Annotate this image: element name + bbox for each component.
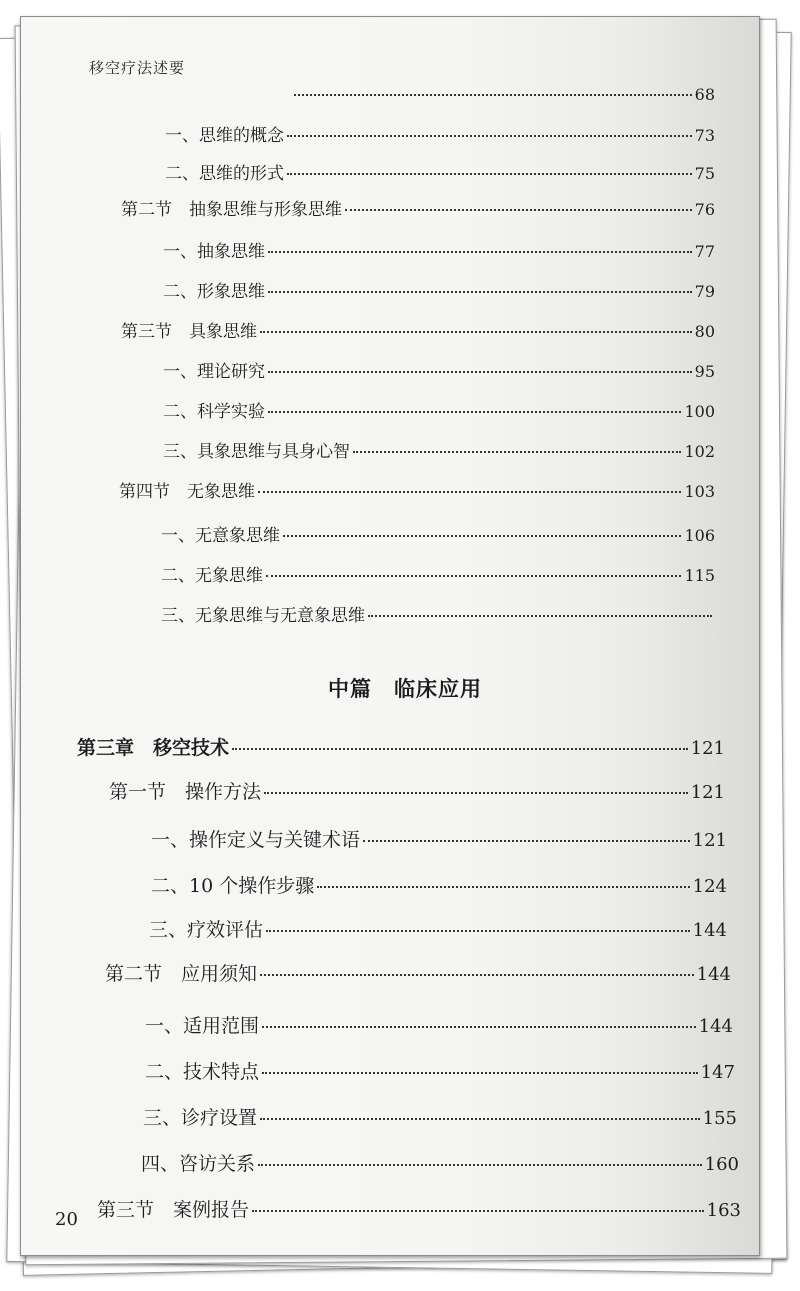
toc-entry-title: 抽象思维: [197, 242, 265, 262]
toc-entry-number: 第三章: [77, 737, 154, 759]
toc-entry-number: 三、: [161, 606, 195, 626]
page-number: 20: [55, 1209, 78, 1230]
toc-entry-page: 147: [700, 1062, 735, 1083]
toc-entry-number: 第二节: [121, 200, 189, 220]
toc-entry-title: 操作方法: [185, 781, 262, 803]
toc-entry-title: 适用范围: [183, 1015, 260, 1037]
toc-entry-title: 无意象思维: [195, 526, 280, 546]
toc-entry-number: 一、: [165, 126, 199, 146]
toc-dot-leader: [268, 371, 692, 373]
toc-entry-title: 抽象思维与形象思维: [189, 200, 342, 220]
toc-entry-number: 三、: [149, 919, 188, 941]
toc-entry: [163, 237, 715, 262]
toc-entry-page: 155: [702, 1108, 737, 1129]
toc-entry-title: 10 个操作步骤: [189, 875, 315, 897]
toc-entry-number: 一、: [151, 829, 190, 851]
toc-entry-number: 一、: [161, 526, 195, 546]
toc-entry-page: 121: [690, 738, 725, 759]
toc-entry: [163, 397, 715, 422]
toc-entry: [163, 277, 715, 302]
toc-dot-leader: [283, 535, 681, 537]
toc-entry-number: 一、: [145, 1015, 184, 1037]
toc-entry-page: 73: [694, 126, 715, 145]
toc-entry-page: 80: [694, 322, 715, 341]
toc-entry-title: 案例报告: [173, 1199, 250, 1221]
toc-entry: [141, 1149, 739, 1176]
toc-dot-leader: [262, 1072, 698, 1074]
toc-entry: [119, 477, 715, 502]
toc-entry-title: 形象思维: [197, 282, 265, 302]
toc-dot-leader: [294, 94, 692, 96]
toc-entry-page: 100: [684, 402, 715, 421]
toc-entry-title: 思维的概念: [199, 126, 284, 146]
toc-dot-leader: [264, 792, 688, 794]
toc-entry-page: 75: [694, 164, 715, 183]
toc-entry-title: 操作定义与关键术语: [189, 829, 361, 851]
toc-entry-page: 115: [684, 566, 715, 585]
toc-entry-number: 三、: [163, 442, 197, 462]
toc-entry: [165, 121, 715, 146]
toc-dot-leader: [268, 251, 692, 253]
toc-entry-page: 68: [694, 85, 715, 104]
toc-dot-leader: [266, 930, 690, 932]
toc-entry: [145, 1057, 735, 1084]
toc-entry: [163, 437, 715, 462]
toc-entry: [121, 317, 715, 342]
toc-entry-title: 咨访关系: [179, 1153, 256, 1175]
toc-entry: [161, 561, 715, 586]
toc-entry: [145, 1011, 733, 1038]
toc-entry: [149, 915, 727, 942]
toc-entry-title: 无象思维: [187, 482, 255, 502]
toc-dot-leader: [258, 1164, 702, 1166]
toc-entry-title: 科学实验: [197, 402, 265, 422]
book-page: [20, 16, 760, 1256]
toc-entry-number: 第二节: [105, 963, 182, 985]
toc-entry: [161, 601, 715, 626]
toc-entry: [143, 1103, 737, 1130]
toc-entry-page: 76: [694, 200, 715, 219]
toc-entry-number: 一、: [163, 362, 197, 382]
toc-entry-number: 二、: [161, 566, 195, 586]
toc-entry-title: 具象思维: [189, 322, 257, 342]
toc-entry: [97, 1195, 741, 1222]
toc-entry-number: 四、: [141, 1153, 180, 1175]
toc-entry-number: 二、: [145, 1061, 184, 1083]
running-head: 移空疗法述要: [89, 59, 186, 77]
toc-entry: [105, 959, 731, 986]
toc-entry-page: 121: [690, 782, 725, 803]
toc-dot-leader: [363, 840, 690, 842]
toc-dot-leader: [317, 886, 689, 888]
toc-entry: [161, 521, 715, 546]
toc-entry-title: 理论研究: [197, 362, 265, 382]
toc-entry-page: 144: [692, 920, 727, 941]
toc-entry: [291, 85, 715, 104]
toc-entry-page: 144: [698, 1016, 733, 1037]
toc-dot-leader: [268, 411, 681, 413]
toc-entry-page: 102: [684, 442, 715, 461]
toc-entry: [165, 159, 715, 184]
toc-entry-title: 应用须知: [181, 963, 258, 985]
toc-entry: [151, 871, 727, 898]
toc-entry-number: 第一节: [109, 781, 186, 803]
toc-entry-title: 无象思维与无意象思维: [195, 606, 365, 626]
toc-dot-leader: [258, 491, 681, 493]
toc-entry-title: 无象思维: [195, 566, 263, 586]
toc-entry-number: 第三节: [97, 1199, 174, 1221]
toc-entry-page: 106: [684, 526, 715, 545]
toc-entry: [151, 825, 727, 852]
toc-entry-number: 二、: [163, 282, 197, 302]
toc-entry-title: 诊疗设置: [181, 1107, 258, 1129]
toc-entry-title: 具象思维与具身心智: [197, 442, 350, 462]
toc-entry-number: 第三节: [121, 322, 189, 342]
toc-dot-leader: [345, 209, 692, 211]
toc-dot-leader: [353, 451, 681, 453]
toc-entry-number: 第四节: [119, 482, 187, 502]
toc-dot-leader: [368, 615, 712, 617]
toc-entry-page: 160: [704, 1154, 739, 1175]
toc-dot-leader: [262, 1026, 696, 1028]
toc-entry-page: 79: [694, 282, 715, 301]
toc-entry-page: 121: [692, 830, 727, 851]
toc-entry-page: 124: [692, 876, 727, 897]
toc-entry-number: 二、: [151, 875, 190, 897]
toc-entry: [121, 195, 715, 220]
toc-dot-leader: [260, 974, 694, 976]
toc-entry: [163, 357, 715, 382]
toc-entry-title: 移空技术: [153, 737, 230, 759]
toc-dot-leader: [260, 1118, 700, 1120]
toc-entry-number: 一、: [163, 242, 197, 262]
toc-entry-title: 思维的形式: [199, 164, 284, 184]
part-title: 中篇 临床应用: [328, 676, 482, 701]
toc-entry-number: 三、: [143, 1107, 182, 1129]
toc-entry-number: 二、: [165, 164, 199, 184]
toc-entry-chapter: [77, 733, 725, 760]
toc-entry-page: 144: [696, 964, 731, 985]
toc-dot-leader: [260, 331, 692, 333]
toc-entry-page: 95: [694, 362, 715, 381]
toc-entry: [109, 777, 725, 804]
toc-dot-leader: [252, 1210, 704, 1212]
toc-dot-leader: [268, 291, 692, 293]
toc-dot-leader: [266, 575, 681, 577]
toc-entry-number: 二、: [163, 402, 197, 422]
toc-dot-leader: [287, 173, 692, 175]
toc-entry-title: 疗效评估: [187, 919, 264, 941]
toc-entry-title: 技术特点: [183, 1061, 260, 1083]
toc-entry-page: 103: [684, 482, 715, 501]
toc-entry-page: 77: [694, 242, 715, 261]
toc-dot-leader: [287, 135, 692, 137]
toc-dot-leader: [232, 748, 688, 750]
toc-entry-page: 163: [706, 1200, 741, 1221]
